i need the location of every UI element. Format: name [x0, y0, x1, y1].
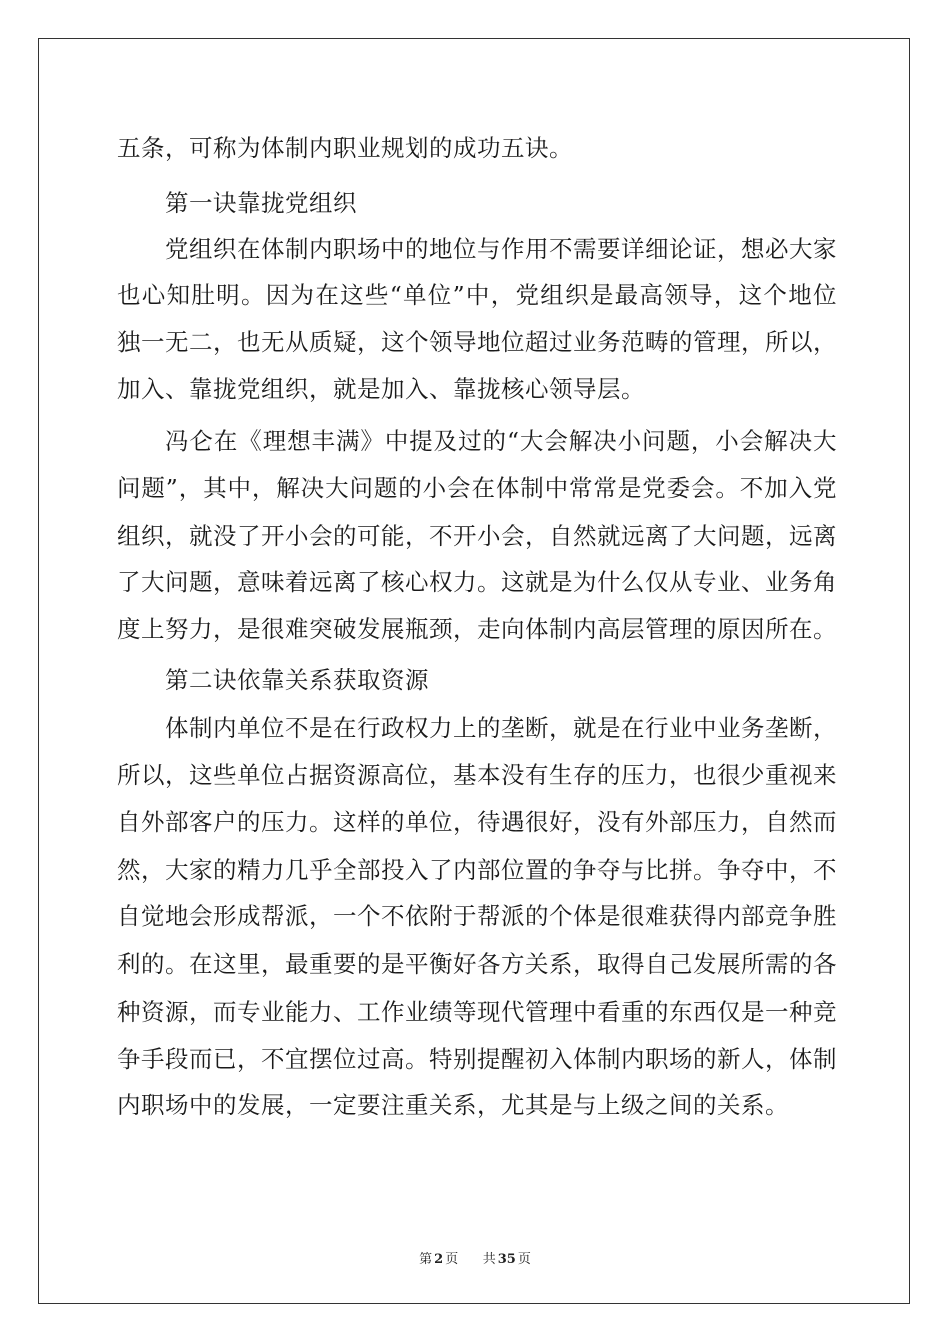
text-line: 组织，就没了开小会的可能，不开小会，自然就远离了大问题，远离 [117, 522, 837, 550]
text-line: 争手段而已，不宜摆位过高。特别提醒初入体制内职场的新人，体制 [117, 1045, 837, 1073]
text-line: 自觉地会形成帮派，一个不依附于帮派的个体是很难获得内部竞争胜 [117, 902, 837, 930]
section-heading: 第一诀靠拢党组织 [165, 189, 357, 217]
text-line: 冯仑在《理想丰满》中提及过的“大会解决小问题，小会解决大 [165, 427, 837, 455]
total-pages: 共 35 页 [482, 1252, 531, 1267]
text-line: 内职场中的发展，一定要注重关系，尤其是与上级之间的关系。 [117, 1091, 789, 1119]
text-line: 了大问题，意味着远离了核心权力。这就是为什么仅从专业、业务角 [117, 568, 837, 596]
text-line: 所以，这些单位占据资源高位，基本没有生存的压力，也很少重视来 [117, 761, 837, 789]
text-line: 种资源，而专业能力、工作业绩等现代管理中看重的东西仅是一种竞 [117, 998, 837, 1026]
page-number: 第 2 页 [419, 1252, 459, 1267]
text-line: 利的。在这里，最重要的是平衡好各方关系，取得自己发展所需的各 [117, 950, 837, 978]
text-line: 自外部客户的压力。这样的单位，待遇很好，没有外部压力，自然而 [117, 808, 837, 836]
text-line: 党组织在体制内职场中的地位与作用不需要详细论证，想必大家 [165, 235, 837, 263]
text-line: 独一无二，也无从质疑，这个领导地位超过业务范畴的管理，所以， [117, 328, 837, 356]
page-footer [0, 1248, 950, 1267]
text-line: 度上努力，是很难突破发展瓶颈，走向体制内高层管理的原因所在。 [117, 615, 837, 643]
section-heading: 第二诀依靠关系获取资源 [165, 666, 429, 694]
text-line: 然，大家的精力几乎全部投入了内部位置的争夺与比拼。争夺中，不 [117, 856, 837, 884]
text-line: 体制内单位不是在行政权力上的垄断，就是在行业中业务垄断， [165, 714, 837, 742]
text-line: 也心知肚明。因为在这些“单位”中，党组织是最高领导，这个地位 [117, 281, 837, 309]
text-line: 加入、靠拢党组织，就是加入、靠拢核心领导层。 [117, 375, 645, 403]
text-line: 问题”，其中，解决大问题的小会在体制中常常是党委会。不加入党 [117, 474, 837, 502]
text-line: 五条，可称为体制内职业规划的成功五诀。 [117, 134, 573, 162]
